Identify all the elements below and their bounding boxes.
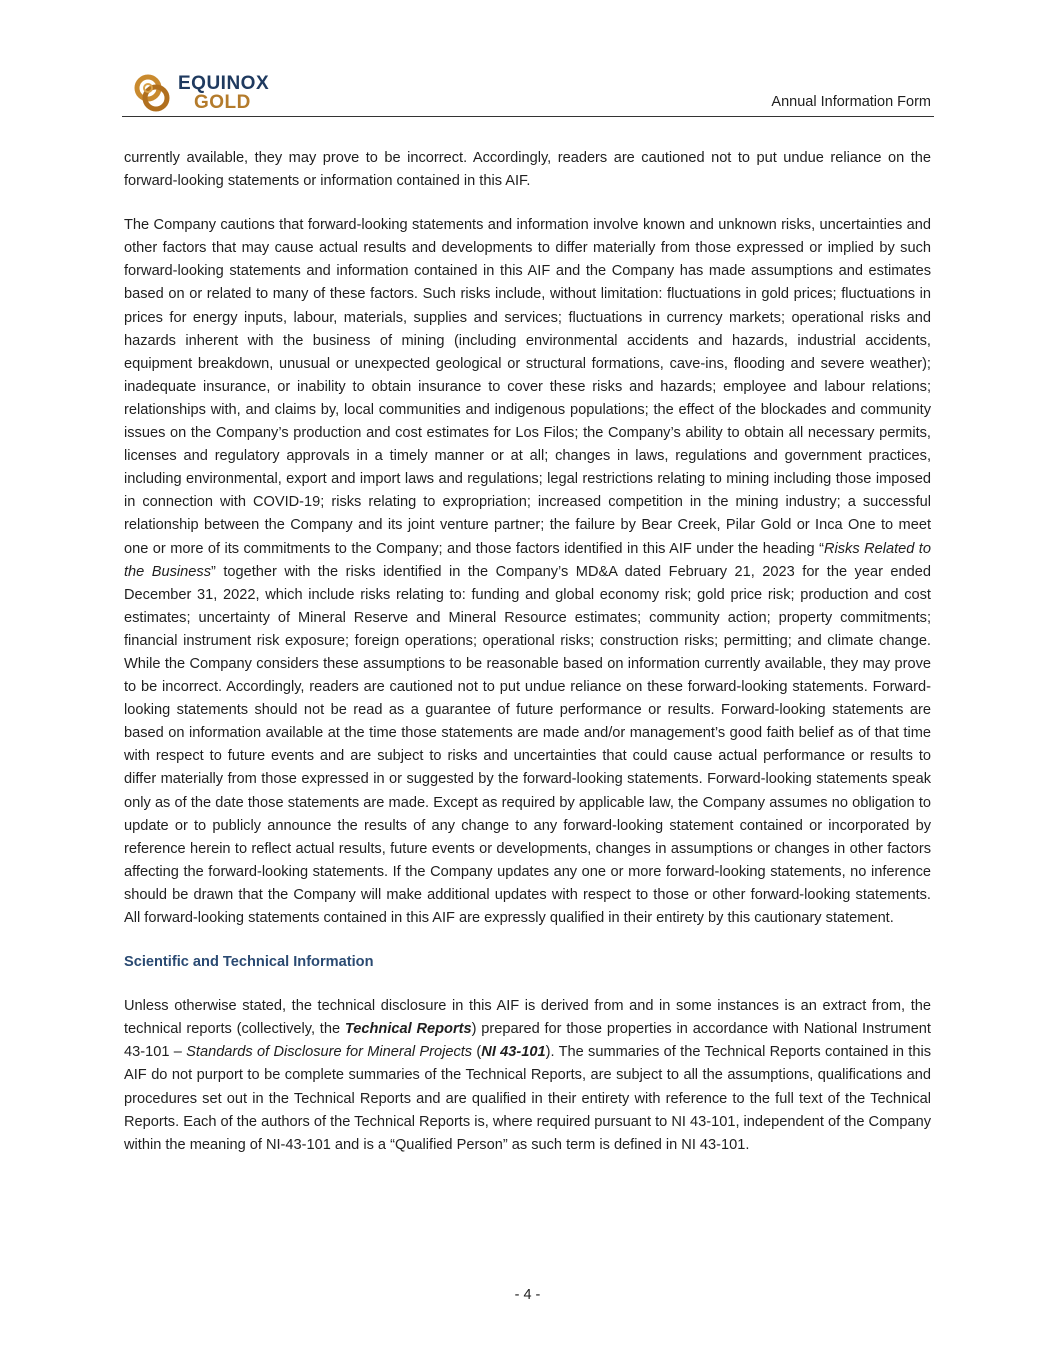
paragraph-risks	[124, 214, 931, 930]
rings-logo-icon	[132, 72, 174, 114]
paragraph-technical-part2: ) prepared for those properties in accordance with National Instrument 43-101 –	[124, 1021, 931, 1061]
page-header	[122, 70, 934, 117]
section-heading-scientific-technical: Scientific and Technical Information	[124, 954, 374, 971]
paragraph-risks-part2: ” together with the risks identified in the Company’s MD&A dated February 21, 2023 for the year ended December 31, 2022, which include risks relating to: funding and global economy risk; gold price risk; production and cost estimates; uncertainty of Mineral Reserve and Mineral Resource estimates; community action; property commitments; financial instrument risk exposure; foreign operations; operational risks; construction risks; permitting; and climate change. While the Company considers these assumptions to be reasonable based on information currently available, they may prove to be incorrect. Accordingly, readers are cautioned not to put undue reliance on these forward-looking statements. Forward-looking statements should not be read as a guarantee of future performance or results. Forward-looking statements are based on information available at the time those statements are made and/or management’s good faith belief as of that time with respect to future events and are subject to risks and uncertainties that could cause actual performance or results to differ materially from those expressed in or suggested by the forward-looking statements. Forward-looking statements speak only as of the date those statements are made. Except as required by applicable law, the Company assumes no obligation to update or to publicly announce the results of any change to any forward-looking statement contained or incorporated by reference herein to reflect actual results, future events or developments, changes in assumptions or changes in other factors affecting the forward-looking statements. If the Company updates any one or more forward-looking statements, no inference should be drawn that the Company will make additional updates with respect to those or other forward-looking statements. All forward-looking statements contained in this AIF are expressly qualified in their entirety by this cautionary statement.	[124, 563, 932, 926]
defined-term-technical-reports: Technical Reports	[344, 1021, 472, 1038]
page-number: - 4 -	[514, 1287, 541, 1303]
risks-heading-reference: Risks Related to the Business	[124, 540, 931, 580]
logo-text-equinox: EQUINOX	[178, 73, 270, 94]
ni-43-101-title: Standards of Disclosure for Mineral Projects	[186, 1044, 473, 1061]
paragraph-risks-part1: The Company cautions that forward-looking statements and information involve known and unknown risks, uncertainties and other factors that may cause actual results and developments to differ materially from those expressed or implied by such forward-looking statements and information contained in this AIF and the Company has made assumptions and estimates based on or related to many of these factors. Such risks include, without limitation: fluctuations in gold prices; fluctuations in prices for energy inputs, labour, materials, supplies and services; fluctuations in currency markets; operational risks and hazards inherent with the business of mining (including environmental accidents and hazards, industrial accidents, equipment breakdown, unusual or unexpected geological or structural formations, cave-ins, flooding and severe weather); inadequate insurance, or inability to obtain insurance to cover these risks and hazards; employee and labour relations; relationships with, and claims by, local communities and indigenous populations; the effect of the blockades and community issues on the Company’s production and cost estimates for Los Filos; the Company’s ability to obtain all necessary permits, licenses and regulatory approvals in a timely manner or at all; changes in laws, regulations and government practices, including environmental, export and import laws and regulations; legal restrictions relating to mining including those imposed in connection with COVID-19; risks relating to expropriation; increased competition in the mining industry; a successful relationship between the Company and its joint venture partner; the failure by Bear Creek, Pilar Gold or Inca One to meet one or more of its commitments to the Company; and those factors identified in this AIF under the heading “	[124, 217, 931, 557]
paragraph-technical-part1: Unless otherwise stated, the technical disclosure in this AIF is derived from and in some instances is an extract from, the technical reports (collectively, the	[124, 998, 931, 1038]
defined-term-ni-43-101: NI 43-101	[481, 1044, 546, 1061]
logo-text-gold: GOLD	[194, 92, 251, 113]
equinox-gold-logo	[132, 72, 302, 114]
paragraph-technical-part4: ). The summaries of the Technical Reports contained in this AIF do not purport to be complete summaries of the Technical Reports, are subject to all the assumptions, qualifications and procedures set out in the Technical Reports and are qualified in their entirety with reference to the full text of the Technical Reports. Each of the authors of the Technical Reports is, where required pursuant to NI 43-101, independent of the Company within the meaning of NI-43-101 and is a “Qualified Person” as such term is defined in NI 43-101.	[124, 1044, 931, 1153]
paragraph-continuation: currently available, they may prove to be incorrect. Accordingly, readers are cautioned not to put undue reliance on the forward-looking statements or information contained in this AIF.	[124, 150, 931, 190]
paragraph-technical-part3: (	[472, 1044, 482, 1061]
page-content	[124, 147, 931, 1178]
document-title: Annual Information Form	[771, 94, 931, 110]
paragraph-technical-reports	[124, 995, 931, 1157]
